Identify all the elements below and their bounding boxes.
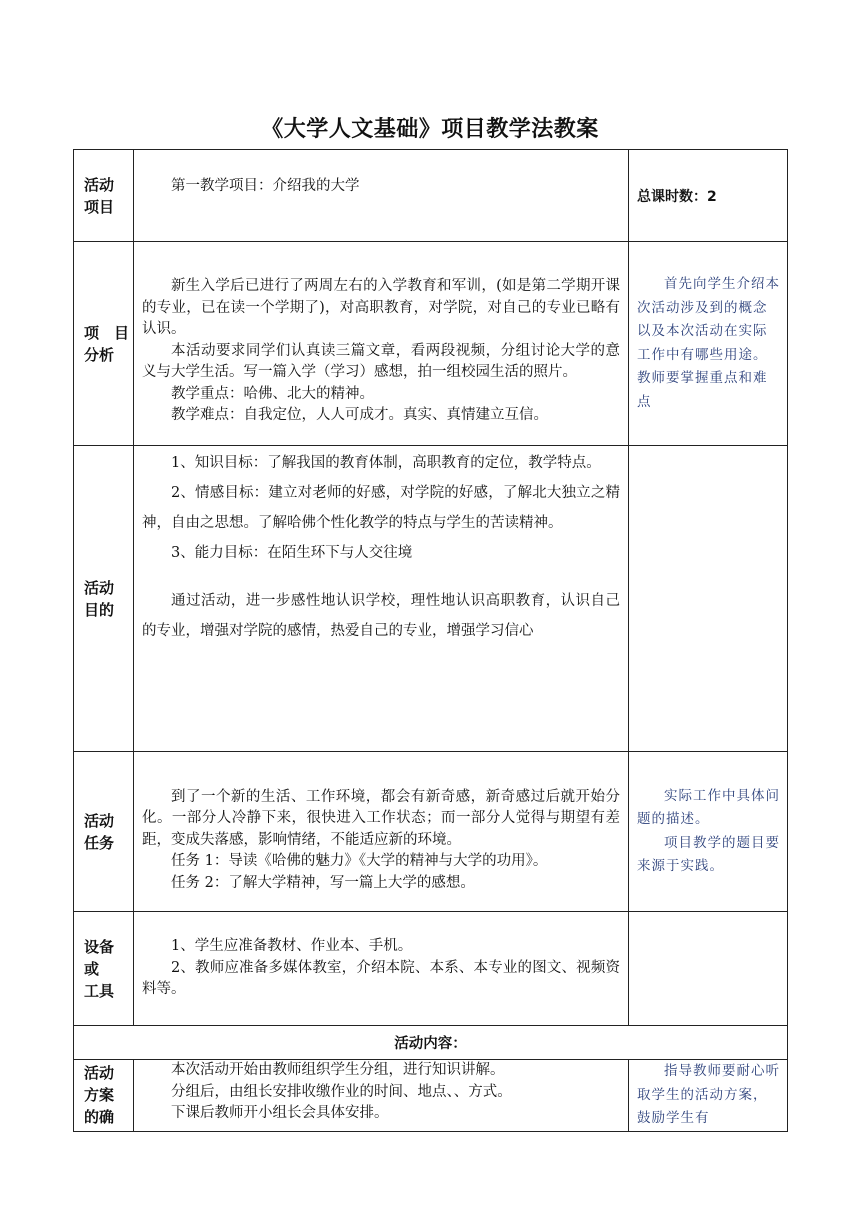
label-project [74, 150, 134, 242]
teaching-difficulty: 教学难点：自我定位，人人可成才。真实、真情建立互信。 [171, 407, 548, 424]
plan-line: 本次活动开始由教师组织学生分组，进行知识讲解。 [171, 1062, 505, 1078]
document-title: 《大学人文基础》项目教学法教案 [261, 116, 599, 142]
tools-content [134, 912, 629, 1026]
tasks-background: 到了一个新的生活、工作环境，都会有新奇感，新奇感过后就开始分化。一部分人冷静下来，很快进入工作状态；而一部分人觉得与期望有差距，变成失落感，影响情绪，不能适应新的环境。 [142, 788, 620, 848]
student-tools: 1、学生应准备教材、作业本、手机。 [171, 938, 413, 955]
total-hours: 总课时数：2 [629, 150, 788, 242]
plan-note-text: 指导教师要耐心听取学生的活动方案，鼓励学生有 [637, 1063, 780, 1126]
tasks-note-text: 实际工作中具体问题的描述。 [637, 787, 780, 827]
emotion-goal: 2、情感目标：建立对老师的好感，对学院的好感，了解北大独立之精神，自由之思想。了解哈佛个性化教学的特点与学生的苦读精神。 [142, 485, 620, 531]
analysis-note-text: 首先向学生介绍本次活动涉及到的概念以及本次活动在实际工作中有哪些用途。教师要掌握重点和难点 [637, 276, 780, 410]
row-tools [74, 912, 788, 1026]
ability-goal: 3、能力目标：在陌生环下与人交往境 [171, 545, 413, 561]
label-goals-text: 活动 目的 [84, 578, 115, 619]
tasks-note [629, 752, 788, 912]
analysis-paragraph: 新生入学后已进行了两周左右的入学教育和军训，(如是第二学期开课的专业，已在读一个学期了)，对高职教育，对学院，对自己的专业已略有认识。 [142, 278, 620, 338]
goals-content [134, 446, 629, 752]
row-analysis [74, 242, 788, 446]
task-2: 任务 2：了解大学精神，写一篇上大学的感想。 [171, 874, 475, 891]
activity-content-header: 活动内容： [74, 1026, 788, 1060]
tasks-note-text: 项目教学的题目要来源于实践。 [637, 834, 780, 874]
label-plan-text: 活动 方案 的确 [84, 1064, 115, 1126]
plan-line: 下课后教师开小组长会具体安排。 [171, 1105, 389, 1121]
label-goals [74, 446, 134, 752]
task-1: 任务 1：导读《哈佛的魅力》《大学的精神与大学的功用》。 [171, 853, 548, 870]
row-project [74, 150, 788, 242]
row-content-header [74, 1026, 788, 1060]
teaching-focus: 教学重点：哈佛、北大的精神。 [171, 385, 374, 402]
plan-content [134, 1060, 629, 1132]
goals-note-empty [629, 446, 788, 752]
row-plan [74, 1060, 788, 1132]
project-name: 第一教学项目：介绍我的大学 [171, 178, 360, 194]
row-tasks [74, 752, 788, 912]
plan-line: 分组后，由组长安排收缴作业的时间、地点、、方式。 [171, 1083, 512, 1100]
knowledge-goal: 1、知识目标：了解我国的教育体制，高职教育的定位，教学特点。 [171, 455, 601, 471]
tools-note-empty [629, 912, 788, 1026]
tasks-content [134, 752, 629, 912]
label-analysis [74, 242, 134, 446]
row-goals [74, 446, 788, 752]
label-tools-text: 设备 或 工具 [84, 937, 115, 1000]
analysis-note [629, 242, 788, 446]
label-tasks-text: 活动 任务 [84, 811, 115, 852]
analysis-content [134, 242, 629, 446]
plan-note [629, 1060, 788, 1132]
analysis-paragraph: 本活动要求同学们认真读三篇文章，看两段视频，分组讨论大学的意义与大学生活。写一篇入学（学习）感想，拍一组校园生活的照片。 [142, 342, 620, 381]
spacer [142, 568, 620, 586]
label-project-text: 活动 项目 [84, 175, 115, 216]
label-tools [74, 912, 134, 1026]
label-tasks [74, 752, 134, 912]
lesson-plan-table [73, 149, 788, 1132]
label-analysis-text: 项 目 分析 [84, 323, 130, 364]
teacher-tools: 2、教师应准备多媒体教室，介绍本院、本系、本专业的图文、视频资料等。 [142, 959, 620, 998]
project-content [134, 150, 629, 242]
label-plan [74, 1060, 134, 1132]
goals-summary: 通过活动，进一步感性地认识学校，理性地认识高职教育，认识自己的专业，增强对学院的感情，热爱自己的专业，增强学习信心 [142, 593, 620, 639]
